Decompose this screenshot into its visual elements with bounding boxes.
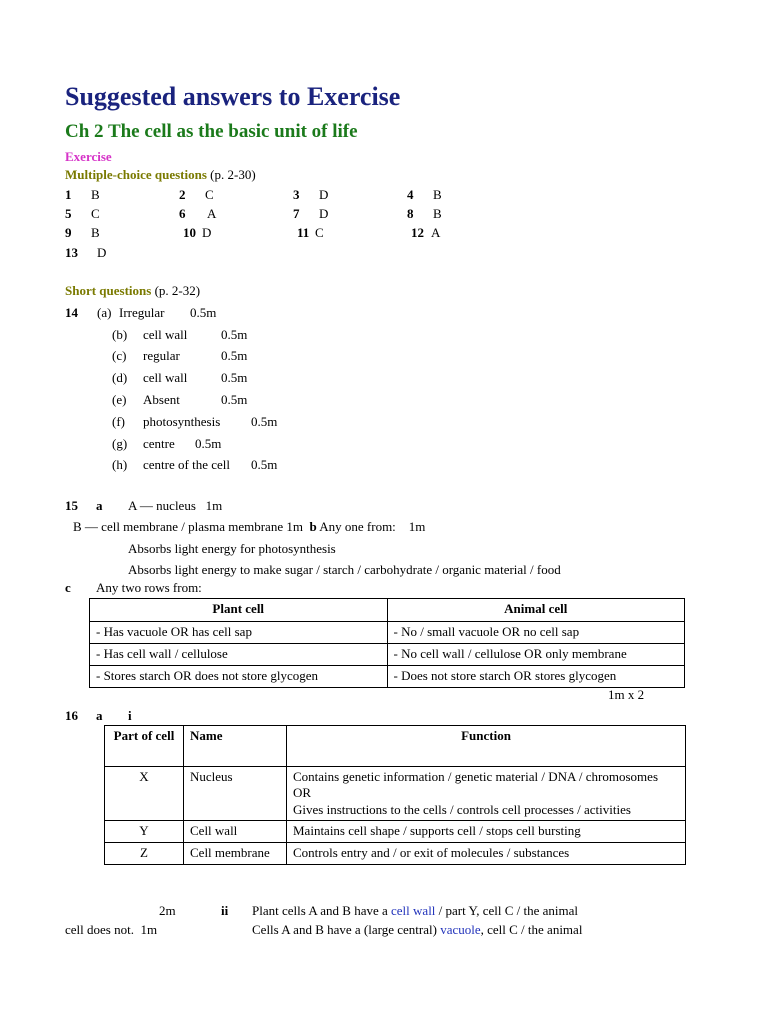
table-cell: - Has vacuole OR has cell sap <box>90 622 388 644</box>
q14-label: (h) <box>112 457 128 472</box>
q15-a-b-line: B — cell membrane / plasma membrane 1m b Any one from: 1m <box>73 519 426 534</box>
table-header: Function <box>287 726 686 767</box>
q16-a-label: a <box>96 708 103 723</box>
q16-ii-line2-start: cell does not. 1m <box>65 922 158 937</box>
mcq-ans: A <box>207 206 217 221</box>
mcq-num: 9 <box>65 225 72 240</box>
q16-ii-line1: Plant cells A and B have a cell wall / part Y, cell C / the animal <box>252 903 579 918</box>
q14-answer: Absent <box>143 392 180 407</box>
q15-number: 15 <box>65 498 78 513</box>
table-row <box>105 820 686 842</box>
table-header-row <box>105 726 686 767</box>
mcq-ans: A <box>431 225 441 240</box>
table-row <box>105 767 686 821</box>
mcq-ans: D <box>319 206 329 221</box>
mcq-num: 12 <box>411 225 424 240</box>
table-cell: Cell wall <box>184 820 287 842</box>
q14-answer: centre of the cell <box>143 457 230 472</box>
q14-label: (a) <box>97 305 112 320</box>
mcq-ans: D <box>97 245 107 260</box>
table-cell: - Stores starch OR does not store glycogen <box>90 665 388 687</box>
q14-answer: Irregular <box>119 305 165 320</box>
table-cell: Z <box>105 842 184 864</box>
table-cell: Cell membrane <box>184 842 287 864</box>
q14-label: (b) <box>112 327 128 342</box>
mcq-num: 6 <box>179 206 186 221</box>
mcq-ans: B <box>91 187 100 202</box>
table-cell: Maintains cell shape / supports cell / stops cell bursting <box>287 820 686 842</box>
q15-c-label: c <box>65 580 71 595</box>
q15-a-line1: A — nucleus 1m <box>128 498 223 513</box>
table-cell: X <box>105 767 184 821</box>
q14-answer: centre <box>143 436 175 451</box>
table-cell: - Does not store starch OR stores glycogen <box>387 665 685 687</box>
table-header-row <box>90 599 685 622</box>
q14-mark: 0.5m <box>190 305 217 320</box>
mcq-heading: Multiple-choice questions (p. 2-30) <box>65 167 256 182</box>
q14-mark: 0.5m <box>251 457 278 472</box>
q14-number: 14 <box>65 305 78 320</box>
q14-answer: cell wall <box>143 370 188 385</box>
mcq-num: 8 <box>407 206 414 221</box>
mcq-num: 1 <box>65 187 72 202</box>
q14-answer: cell wall <box>143 327 188 342</box>
q14-label: (e) <box>112 392 127 407</box>
mcq-num: 13 <box>65 245 78 260</box>
mcq-num: 10 <box>183 225 196 240</box>
mcq-num: 4 <box>407 187 414 202</box>
table-cell: - Has cell wall / cellulose <box>90 643 388 665</box>
table-cell: - No cell wall / cellulose OR only membrane <box>387 643 685 665</box>
mcq-ans: D <box>202 225 212 240</box>
q16-ii-label: ii <box>221 903 229 918</box>
q14-label: (g) <box>112 436 128 451</box>
table-cell: Controls entry and / or exit of molecules / substances <box>287 842 686 864</box>
chapter-title: Ch 2 The cell as the basic unit of life <box>65 121 358 142</box>
q15-a-label: a <box>96 498 103 513</box>
q14-label: (d) <box>112 370 128 385</box>
mcq-num: 7 <box>293 206 300 221</box>
mcq-num: 3 <box>293 187 300 202</box>
q16-ii-line2: Cells A and B have a (large central) vacuole, cell C / the animal <box>252 922 583 937</box>
table-row <box>90 622 685 644</box>
table-header: Name <box>184 726 287 767</box>
mcq-ans: B <box>433 206 442 221</box>
table-header: Part of cell <box>105 726 184 767</box>
q14-answer: photosynthesis <box>143 414 221 429</box>
q16-i-label: i <box>128 708 132 723</box>
mcq-num: 2 <box>179 187 186 202</box>
q16-i-mark: 2m <box>159 903 176 918</box>
q14-label: (c) <box>112 348 127 363</box>
table-cell: Contains genetic information / genetic material / DNA / chromosomes OR Gives instructions to the cells / controls cell processes / activities <box>287 767 686 821</box>
q15-b-option-1: Absorbs light energy for photosynthesis <box>128 541 336 556</box>
q14-mark: 0.5m <box>251 414 278 429</box>
mcq-ans: D <box>319 187 329 202</box>
mcq-ans: C <box>315 225 324 240</box>
q15-b-option-2: Absorbs light energy to make sugar / starch / carbohydrate / organic material / food <box>128 562 561 577</box>
page-title: Suggested answers to Exercise <box>65 82 401 111</box>
mcq-ans: B <box>433 187 442 202</box>
table-row <box>105 842 686 864</box>
exercise-label: Exercise <box>65 149 112 164</box>
q14-mark: 0.5m <box>221 370 248 385</box>
q14-label: (f) <box>112 414 125 429</box>
table-header: Animal cell <box>387 599 685 622</box>
q14-mark: 0.5m <box>195 436 222 451</box>
q15-c-mark: 1m x 2 <box>608 687 645 702</box>
table-row <box>90 665 685 687</box>
q14-mark: 0.5m <box>221 327 248 342</box>
mcq-num: 11 <box>297 225 310 240</box>
q15-c-intro: Any two rows from: <box>96 580 202 595</box>
q14-mark: 0.5m <box>221 348 248 363</box>
table-header: Plant cell <box>90 599 388 622</box>
table-cell: Y <box>105 820 184 842</box>
q14-mark: 0.5m <box>221 392 248 407</box>
table-cell: - No / small vacuole OR no cell sap <box>387 622 685 644</box>
q14-answer: regular <box>143 348 180 363</box>
table-row <box>90 643 685 665</box>
table-cell: Nucleus <box>184 767 287 821</box>
q16-number: 16 <box>65 708 78 723</box>
short-questions-heading: Short questions (p. 2-32) <box>65 283 201 298</box>
mcq-ans: C <box>205 187 214 202</box>
cell-parts-table <box>104 725 686 865</box>
mcq-num: 5 <box>65 206 72 221</box>
mcq-ans: B <box>91 225 100 240</box>
cell-comparison-table <box>89 598 685 688</box>
mcq-ans: C <box>91 206 100 221</box>
